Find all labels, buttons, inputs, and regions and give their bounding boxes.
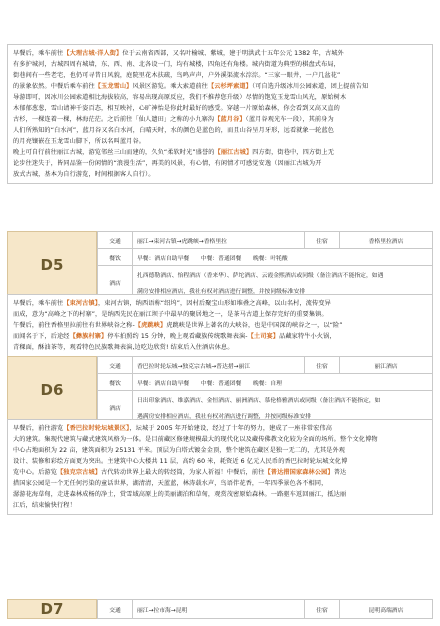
text-line: [13, 456, 427, 467]
meal-header: 餐饮: [98, 249, 133, 266]
day5-table: [97, 231, 433, 299]
transport-route: 丽江→束河古镇→虎跳峡→香格里拉: [133, 232, 305, 249]
text-segment: 午餐后，前往香格里拉前往有世界峡谷之称-: [13, 322, 135, 329]
transport-header: 交通: [98, 232, 133, 249]
text-line: [13, 445, 427, 456]
stay-header: 住宿: [305, 232, 340, 249]
day5-section: [7, 231, 433, 299]
transport-route: 丽江→拉市海→昆明: [133, 600, 305, 619]
highlight-place: 【蓝月谷】: [214, 116, 246, 123]
text-line: [13, 59, 427, 70]
highlight-place: 【土司宴】: [247, 333, 280, 340]
text-line: [13, 70, 427, 81]
highlight-place: 【云杉坪索道】: [207, 83, 252, 90]
text-segment: ，束河古镇，纳西语称“绍坞”，因村后聚宝山形如堆叠之高峰，以山名村，流传变异: [97, 300, 331, 307]
day6-description: [7, 419, 433, 515]
text-line: [13, 320, 427, 331]
text-line: [13, 342, 427, 353]
stay-value: 丽江酒店: [340, 357, 433, 374]
text-segment: （可自选升级冰川公园索道，团上提前告知: [251, 83, 369, 90]
text-segment: 位于云南省西部，又名叶榆城、紫城，建于明洪武十五年公元 1382 年，古城外: [122, 50, 344, 57]
text-segment: 的景象依然。中餐后乘车前往: [13, 83, 95, 90]
day6-section: [7, 356, 433, 424]
text-segment: 大的建筑。集现代建筑与藏式建筑风格为一体。是目前藏区修建规模最大的现代化以及藏传佛教文化较为全面的场所。整个文化博物: [13, 436, 378, 443]
text-line: [13, 500, 427, 511]
text-segment: 江后，结束愉快行程！: [13, 502, 76, 509]
text-segment: 人们所熟知的“白水河”，蓝月谷又名白水河，白晴天时，水的颜色是蓝色的，而且山谷呈月牙形，远看就象一轮蓝色: [13, 127, 334, 134]
day7-section: [7, 599, 433, 619]
text-segment: 四方街，街巷中，四方街上无: [252, 149, 335, 156]
highlight-place: 【独克宗古城】: [57, 469, 102, 476]
text-line: [13, 489, 427, 500]
text-segment: 古杉，一棵连着一棵，林海茫茫。之后前往「仙人遗田」之称的小九寨沟: [13, 116, 215, 123]
highlight-place: 【虎跳峡】: [134, 322, 167, 329]
text-line: [13, 103, 427, 114]
text-segment: 的月亮镶嵌在玉龙雪山脚下，所以名叫蓝月谷。: [13, 138, 146, 145]
text-segment: 中心占地面积为 22 亩，建筑面积为 25131 平米。顶层为白塔式镀金金顶，整个建筑在藏区是独一无二的，尤其是外观: [13, 447, 346, 454]
text-segment: 木郁郁葱葱，雪山请神千姿百态，相互映衬，心旷神怡是你此时最好的感受。穿越一片原始森林，你会看到又高又直的: [13, 105, 340, 112]
highlight-place: 【束河古镇】: [63, 300, 98, 307]
text-line: [13, 478, 427, 489]
text-segment: 放式古城，基本为自行游览，时间根据客人自行）。: [13, 171, 155, 178]
highlight-place: 【普达措国家森林公园】: [264, 469, 334, 476]
text-segment: 青稞面，酥油茶等，观看特色民族歌舞表演,边吃边欣赏! 结束后入住酒店休息。: [13, 344, 234, 351]
text-line: [13, 467, 427, 478]
text-line: [13, 81, 427, 92]
meal-value: 早餐：酒店自助早餐 中餐：普通团餐 晚餐：叶牦酸: [133, 249, 433, 266]
text-line: [13, 147, 427, 158]
text-segment: 虎跳峡是世界上著名的大峡谷，也是中国深的峡谷之一，以“险”: [166, 322, 343, 329]
text-segment: 而闻名于下，后途经: [13, 333, 70, 340]
text-line: [13, 309, 427, 320]
text-segment: 有多护城河，古城四周有城墙，东、西、南、北各设一门，均有城楼，四角还有角楼。城内街道为典型的棋盘式布局，: [13, 61, 340, 68]
transport-route: 香巴拉时轮坛城→独克宗古城→普达措→丽江: [133, 357, 305, 374]
text-segment: 晚上可自行前往丽江古城，游览邻丝三山而建的，久负“柔软时光”盛誉的: [13, 149, 215, 156]
highlight-place: 【玉龙雪山】: [94, 83, 133, 90]
day4-description: [7, 44, 433, 184]
stay-header: 住宿: [305, 357, 340, 374]
text-line: [13, 298, 427, 309]
text-line: [13, 434, 427, 445]
hotel-header: 酒店: [98, 391, 133, 424]
highlight-place: 【大理古城·洋人街】: [63, 50, 123, 57]
highlight-place: 【丽江古城】: [214, 149, 253, 156]
text-segment: 论步往迷失于，皆同品鉴一份闲情的“浪漫生活”，再美的风景，有心情，有闲情才可感觉安逸（因丽江古城为开: [13, 160, 322, 167]
text-segment: 览中心。后游览: [13, 469, 58, 476]
text-segment: （蓝月谷观光车一段），其前身为: [245, 116, 334, 123]
hotel-note: 满房安排相应酒店，我社有权对酒店进行调整，并按同级标准安排: [133, 282, 433, 299]
text-segment: 早餐后，乘车前往: [13, 50, 64, 57]
text-segment: 停车拍照约 15 分钟，晚上观看藏族传统歌舞表演-: [107, 333, 248, 340]
text-segment: 措国家公园是一个无任何污染的童话世界，湖清清，天蓝蓝，林涛载水声，鸟语伴花香，一年四季景色各不相同，: [13, 480, 328, 487]
text-segment: 街巷间有一些老宅，也仍可寻昔日风貌，庭院里花木扶疏，鸟鸣声声，户外溪渠流水淙淙。“三家一眼井，一户几盆花”: [13, 72, 341, 79]
stay-value: 香格里拉酒店: [340, 232, 433, 249]
text-line: [13, 331, 427, 342]
highlight-place: 【彝族村寨】: [69, 333, 108, 340]
day7-label: D7: [7, 599, 97, 619]
day7-table: [97, 599, 433, 619]
text-segment: 设计、装修和彩绘方面更为突出。主建筑中心大楼共 11 层，高约 60 米，耗资近 6 亿元人民币的香巴拉时轮坛城文化博: [13, 458, 348, 465]
stay-header: 住宿: [305, 600, 340, 619]
text-segment: 风景区游览。乘大索道前往: [132, 83, 208, 90]
day6-table: [97, 356, 433, 424]
stay-value: 昆明高端酒店: [340, 600, 433, 619]
meal-value: 早餐：酒店自助早餐 中餐：普通团餐 晚餐：自理: [133, 374, 433, 391]
highlight-place: 【香巴拉时轮坛城景区】: [63, 425, 130, 432]
text-line: [13, 114, 427, 125]
text-segment: 早餐后，乘车前往: [13, 300, 64, 307]
text-segment: 古代转动世界上最大的转经筒，为家人祈福！中餐后，前往: [101, 469, 265, 476]
meal-header: 餐饮: [98, 374, 133, 391]
day5-label: D5: [7, 231, 97, 299]
hotel-header: 酒店: [98, 266, 133, 299]
hotel-note: 遇满房安排相应酒店，我社有权对酒店进行调整，并按同级标准安排: [133, 407, 433, 424]
text-segment: 普达: [333, 469, 347, 476]
text-segment: ，坛城于 2005 年开始建设，经过了十年的努力，建成了一座非常宏伟高: [129, 425, 332, 432]
text-segment: 早餐后，前往游览: [13, 425, 64, 432]
hotel-value: 日出印象酒店、维嘉酒店、金恒酒店、丽洲酒店、慕伦格雅酒店或同级（备注酒店不能指定，如: [133, 391, 433, 408]
day6-label: D6: [7, 356, 97, 424]
text-line: [13, 125, 427, 136]
text-line: [13, 136, 427, 147]
transport-header: 交通: [98, 600, 133, 619]
transport-header: 交通: [98, 357, 133, 374]
text-line: [13, 92, 427, 103]
text-line: [13, 169, 427, 180]
text-segment: 潺游花海草甸，走进森林成杨的净土，赏雪域高原上的美丽湖泊和草甸，观赏茂密原始森林。一路驱车返回丽江，抵达丽: [13, 491, 347, 498]
text-line: [13, 48, 427, 59]
hotel-value: 扎西德勒酒店、怡程酒店（香来华）、萨坨酒店、云霞金熙酒店或同级（备注酒店不能指定，如遇: [133, 266, 433, 283]
text-line: [13, 423, 427, 434]
text-segment: 而成，意为“高峰之下的村寨”，是纳西先民在丽江坝子中最早的聚居地之一，是茶马古道上保存完好的重要集镇。: [13, 311, 328, 318]
text-segment: 品藏家特牛小火锅，: [279, 333, 336, 340]
text-segment: 导游即可，因冰川公园索道相比海拔较高，容易出现高原反应，我们不推荐您升级）尽情的饱览玉龙雪山风光，原始树木: [13, 94, 347, 101]
text-line: [13, 158, 427, 169]
day5-description: [7, 294, 433, 357]
